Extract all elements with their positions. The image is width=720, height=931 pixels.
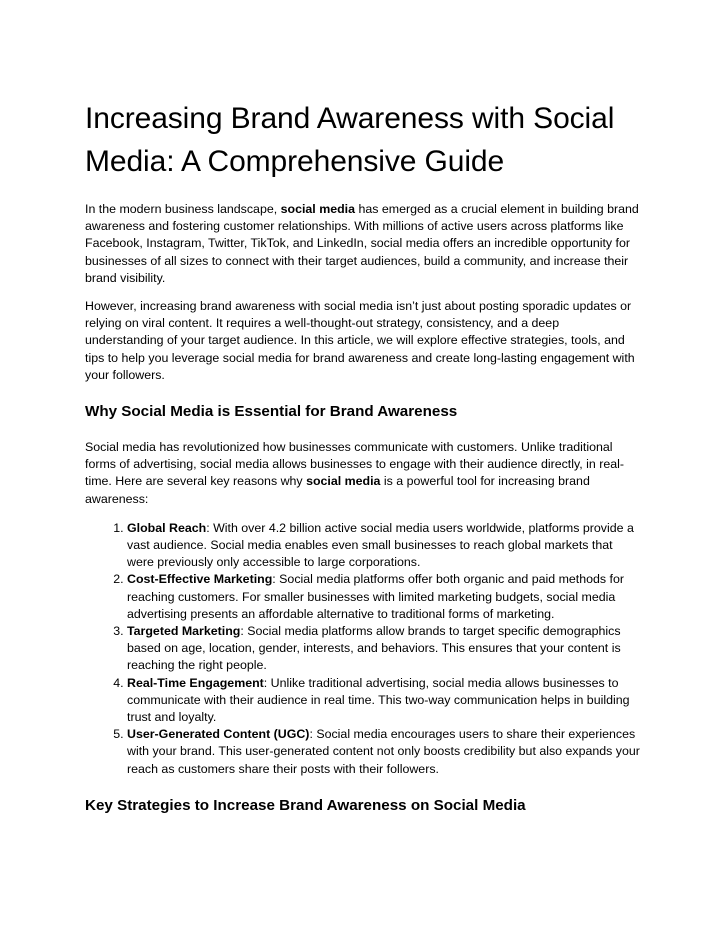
list-item [127, 726, 640, 778]
list-item-text: : Social media platforms offer both organic and paid methods for reaching customers. For smaller businesses with limited marketing budgets, social media advertising presents an affordable alternative to traditional forms of marketing. [127, 572, 625, 621]
list-item [127, 675, 640, 727]
list-item [127, 520, 640, 572]
intro-p1-bold: social media [280, 202, 356, 216]
section-1-bold: social media [306, 474, 381, 489]
list-item-text: : With over 4.2 billion active social media users worldwide, platforms provide a vast audience. Social media enables even small businesses to reach global markets that were previously only accessible to large corporations. [127, 520, 634, 570]
section-1-text-before: Social media has revolutionized how businesses communicate with customers. Unlike traditional forms of advertising, social media allows businesses to engage with their audience directly, in real-time. Here are several key reasons why [85, 440, 625, 489]
list-item-term: User-Generated Content (UGC) [127, 727, 310, 742]
section-1-paragraph [85, 439, 640, 508]
list-item [127, 623, 640, 675]
intro-paragraph-1 [85, 201, 640, 287]
section-2-heading: Key Strategies to Increase Brand Awareness on Social Media [85, 796, 526, 814]
intro-paragraph-2: However, increasing brand awareness with social media isn’t just about posting sporadic updates or relying on viral content. It requires a well-thought-out strategy, consistency, and a deep understanding of your target audience. In this article, we will explore effective strategies, tools, and tips to help you leverage social media for brand awareness and create long-lasting engagement with your followers. [85, 299, 635, 382]
intro-p1-text-before: In the modern business landscape, [85, 202, 281, 216]
reasons-list [85, 520, 640, 778]
intro-p1-text-after: has emerged as a crucial element in building brand awareness and fostering customer relationships. With millions of active users across platforms like Facebook, Instagram, Twitter, TikTok, and LinkedIn, social media offers an incredible opportunity for businesses of all sizes to connect with their target audiences, build a community, and increase their brand visibility. [85, 202, 639, 285]
list-item-text: : Unlike traditional advertising, social media allows businesses to communicate with their audience in real time. This two-way communication helps in building trust and loyalty. [127, 675, 630, 725]
document-title: Increasing Brand Awareness with Social Media: A Comprehensive Guide [85, 102, 615, 178]
section-1-heading: Why Social Media is Essential for Brand Awareness [85, 403, 458, 421]
list-item-term: Targeted Marketing [127, 624, 241, 639]
list-item-term: Cost-Effective Marketing [127, 572, 273, 587]
list-item-text: : Social media encourages users to share their experiences with your brand. This user-generated content not only boosts credibility but also expands your reach as customers share their posts with their followers. [127, 727, 640, 776]
list-item-text: : Social media platforms allow brands to target specific demographics based on age, location, gender, interests, and behaviors. This ensures that your content is reaching the right people. [127, 624, 621, 673]
section-1-text-after: is a powerful tool for increasing brand awareness: [85, 474, 590, 506]
list-item [127, 571, 640, 623]
list-item-term: Real-Time Engagement [127, 675, 264, 690]
list-item-term: Global Reach [127, 520, 207, 535]
